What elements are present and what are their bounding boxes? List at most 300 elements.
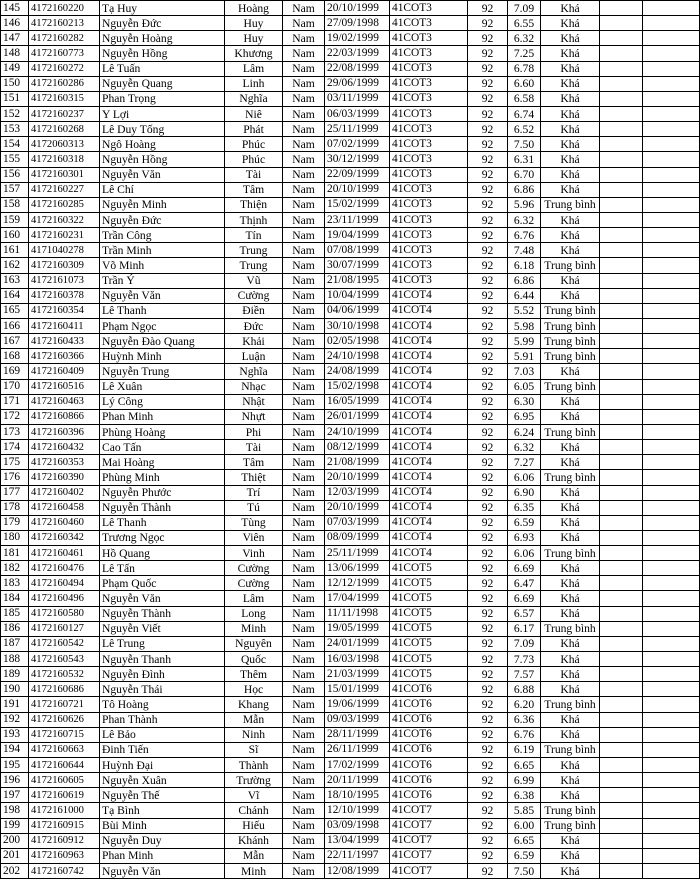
table-body [1, 1, 700, 879]
row-number-cell: 150 [1, 76, 29, 91]
credits-cell: 92 [468, 228, 508, 243]
class-code-cell: 41COT4 [390, 485, 468, 500]
empty-cell [600, 652, 643, 667]
empty-cell [643, 758, 700, 773]
empty-cell [643, 212, 700, 227]
row-number-cell: 193 [1, 727, 29, 742]
gender-cell: Nam [283, 833, 325, 848]
rank-cell: Trung bình [541, 197, 600, 212]
empty-cell [643, 455, 700, 470]
credits-cell: 92 [468, 409, 508, 424]
empty-cell [600, 500, 643, 515]
given-name-cell: Niê [225, 106, 283, 121]
credits-cell: 92 [468, 440, 508, 455]
row-number-cell: 174 [1, 440, 29, 455]
score-cell: 6.05 [508, 379, 541, 394]
table-row [1, 318, 700, 333]
row-number-cell: 186 [1, 621, 29, 636]
row-number-cell: 175 [1, 455, 29, 470]
birth-date-cell: 12/10/1999 [325, 803, 390, 818]
empty-cell [600, 197, 643, 212]
rank-cell: Khá [541, 16, 600, 31]
gender-cell: Nam [283, 212, 325, 227]
class-code-cell: 41COT3 [390, 258, 468, 273]
given-name-cell: Chánh [225, 803, 283, 818]
given-name-cell: Thịnh [225, 212, 283, 227]
table-row [1, 182, 700, 197]
given-name-cell: Cường [225, 288, 283, 303]
birth-date-cell: 16/03/1998 [325, 652, 390, 667]
given-name-cell: Khang [225, 697, 283, 712]
class-code-cell: 41COT4 [390, 394, 468, 409]
student-id-cell: 4172160342 [29, 530, 100, 545]
table-row [1, 61, 700, 76]
empty-cell [600, 546, 643, 561]
empty-cell [600, 379, 643, 394]
birth-date-cell: 24/08/1999 [325, 364, 390, 379]
table-row [1, 137, 700, 152]
gender-cell: Nam [283, 712, 325, 727]
empty-cell [600, 182, 643, 197]
birth-date-cell: 19/04/1999 [325, 228, 390, 243]
score-cell: 6.86 [508, 273, 541, 288]
credits-cell: 92 [468, 394, 508, 409]
row-number-cell: 149 [1, 61, 29, 76]
table-row [1, 758, 700, 773]
empty-cell [643, 273, 700, 288]
row-number-cell: 155 [1, 152, 29, 167]
credits-cell: 92 [468, 848, 508, 863]
empty-cell [643, 727, 700, 742]
empty-cell [643, 606, 700, 621]
row-number-cell: 187 [1, 636, 29, 651]
family-name-cell: Nguyễn Trung [100, 364, 225, 379]
row-number-cell: 185 [1, 606, 29, 621]
empty-cell [600, 243, 643, 258]
table-row [1, 16, 700, 31]
table-row [1, 379, 700, 394]
birth-date-cell: 19/02/1999 [325, 31, 390, 46]
row-number-cell: 197 [1, 788, 29, 803]
empty-cell [643, 424, 700, 439]
gender-cell: Nam [283, 46, 325, 61]
rank-cell: Khá [541, 864, 600, 879]
score-cell: 6.55 [508, 16, 541, 31]
student-id-cell: 4172160127 [29, 621, 100, 636]
student-id-cell: 4172160378 [29, 288, 100, 303]
gender-cell: Nam [283, 424, 325, 439]
gender-cell: Nam [283, 288, 325, 303]
given-name-cell: Sĩ [225, 742, 283, 757]
empty-cell [643, 167, 700, 182]
student-id-cell: 4172160286 [29, 76, 100, 91]
empty-cell [643, 182, 700, 197]
family-name-cell: Phùng Minh [100, 470, 225, 485]
student-id-cell: 4172160366 [29, 349, 100, 364]
student-id-cell: 4172160626 [29, 712, 100, 727]
credits-cell: 92 [468, 61, 508, 76]
gender-cell: Nam [283, 621, 325, 636]
family-name-cell: Hồ Quang [100, 546, 225, 561]
row-number-cell: 199 [1, 818, 29, 833]
class-code-cell: 41COT3 [390, 61, 468, 76]
gender-cell: Nam [283, 742, 325, 757]
score-cell: 6.69 [508, 561, 541, 576]
table-row [1, 788, 700, 803]
student-id-cell: 4172161000 [29, 803, 100, 818]
score-cell: 7.09 [508, 1, 541, 16]
gender-cell: Nam [283, 273, 325, 288]
family-name-cell: Phùng Hoàng [100, 424, 225, 439]
given-name-cell: Quốc [225, 652, 283, 667]
gender-cell: Nam [283, 561, 325, 576]
row-number-cell: 157 [1, 182, 29, 197]
empty-cell [643, 636, 700, 651]
empty-cell [643, 485, 700, 500]
given-name-cell: Tùng [225, 515, 283, 530]
given-name-cell: Tài [225, 167, 283, 182]
credits-cell: 92 [468, 667, 508, 682]
family-name-cell: Phan Trọng [100, 91, 225, 106]
given-name-cell: Đức [225, 318, 283, 333]
empty-cell [643, 409, 700, 424]
table-row [1, 515, 700, 530]
row-number-cell: 171 [1, 394, 29, 409]
birth-date-cell: 21/03/1999 [325, 667, 390, 682]
family-name-cell: Nguyễn Thành [100, 500, 225, 515]
credits-cell: 92 [468, 122, 508, 137]
given-name-cell: Điền [225, 303, 283, 318]
score-cell: 6.17 [508, 621, 541, 636]
rank-cell: Khá [541, 288, 600, 303]
empty-cell [600, 106, 643, 121]
class-code-cell: 41COT3 [390, 167, 468, 182]
score-cell: 7.25 [508, 46, 541, 61]
given-name-cell: Linh [225, 76, 283, 91]
class-code-cell: 41COT7 [390, 848, 468, 863]
rank-cell: Khá [541, 682, 600, 697]
family-name-cell: Nguyễn Thanh [100, 652, 225, 667]
row-number-cell: 168 [1, 349, 29, 364]
credits-cell: 92 [468, 16, 508, 31]
row-number-cell: 158 [1, 197, 29, 212]
table-row [1, 455, 700, 470]
credits-cell: 92 [468, 485, 508, 500]
birth-date-cell: 25/11/1999 [325, 122, 390, 137]
birth-date-cell: 17/02/1999 [325, 758, 390, 773]
given-name-cell: Tín [225, 228, 283, 243]
credits-cell: 92 [468, 742, 508, 757]
table-row [1, 818, 700, 833]
student-id-cell: 4171040278 [29, 243, 100, 258]
student-id-cell: 4172160742 [29, 864, 100, 879]
empty-cell [643, 243, 700, 258]
student-id-cell: 4172160309 [29, 258, 100, 273]
table-row [1, 212, 700, 227]
class-code-cell: 41COT4 [390, 546, 468, 561]
class-code-cell: 41COT5 [390, 652, 468, 667]
birth-date-cell: 29/06/1999 [325, 76, 390, 91]
student-id-cell: 4172160476 [29, 561, 100, 576]
class-code-cell: 41COT5 [390, 561, 468, 576]
table-row [1, 530, 700, 545]
family-name-cell: Lê Xuân [100, 379, 225, 394]
table-row [1, 76, 700, 91]
row-number-cell: 183 [1, 576, 29, 591]
credits-cell: 92 [468, 137, 508, 152]
class-code-cell: 41COT4 [390, 364, 468, 379]
student-id-cell: 4172160315 [29, 91, 100, 106]
empty-cell [600, 440, 643, 455]
family-name-cell: Nguyễn Đức [100, 212, 225, 227]
student-id-cell: 4172160644 [29, 758, 100, 773]
credits-cell: 92 [468, 1, 508, 16]
gender-cell: Nam [283, 682, 325, 697]
class-code-cell: 41COT4 [390, 318, 468, 333]
class-code-cell: 41COT5 [390, 591, 468, 606]
empty-cell [600, 803, 643, 818]
table-row [1, 712, 700, 727]
table-row [1, 167, 700, 182]
birth-date-cell: 26/11/1999 [325, 742, 390, 757]
gender-cell: Nam [283, 31, 325, 46]
score-cell: 6.65 [508, 758, 541, 773]
student-id-cell: 4172160458 [29, 500, 100, 515]
table-row [1, 833, 700, 848]
row-number-cell: 159 [1, 212, 29, 227]
empty-cell [600, 228, 643, 243]
rank-cell: Trung bình [541, 258, 600, 273]
empty-cell [600, 758, 643, 773]
empty-cell [643, 318, 700, 333]
student-id-cell: 4172160213 [29, 16, 100, 31]
birth-date-cell: 16/05/1999 [325, 394, 390, 409]
credits-cell: 92 [468, 788, 508, 803]
class-code-cell: 41COT6 [390, 788, 468, 803]
given-name-cell: Vinh [225, 546, 283, 561]
rank-cell: Khá [541, 91, 600, 106]
row-number-cell: 160 [1, 228, 29, 243]
class-code-cell: 41COT3 [390, 46, 468, 61]
table-row [1, 848, 700, 863]
class-code-cell: 41COT3 [390, 16, 468, 31]
row-number-cell: 182 [1, 561, 29, 576]
family-name-cell: Nguyễn Xuân [100, 773, 225, 788]
class-code-cell: 41COT3 [390, 212, 468, 227]
credits-cell: 92 [468, 621, 508, 636]
gender-cell: Nam [283, 606, 325, 621]
rank-cell: Khá [541, 500, 600, 515]
table-row [1, 682, 700, 697]
empty-cell [600, 455, 643, 470]
credits-cell: 92 [468, 334, 508, 349]
gender-cell: Nam [283, 318, 325, 333]
birth-date-cell: 27/09/1998 [325, 16, 390, 31]
empty-cell [600, 303, 643, 318]
given-name-cell: Nghĩa [225, 91, 283, 106]
birth-date-cell: 11/11/1998 [325, 606, 390, 621]
birth-date-cell: 20/10/1999 [325, 470, 390, 485]
gender-cell: Nam [283, 379, 325, 394]
family-name-cell: Đinh Tiến [100, 742, 225, 757]
empty-cell [600, 273, 643, 288]
student-id-cell: 4172160402 [29, 485, 100, 500]
empty-cell [643, 561, 700, 576]
student-id-cell: 4172160301 [29, 167, 100, 182]
rank-cell: Khá [541, 833, 600, 848]
class-code-cell: 41COT3 [390, 31, 468, 46]
given-name-cell: Nguyên [225, 636, 283, 651]
student-id-cell: 4172160494 [29, 576, 100, 591]
given-name-cell: Vĩ [225, 788, 283, 803]
gender-cell: Nam [283, 76, 325, 91]
row-number-cell: 169 [1, 364, 29, 379]
gender-cell: Nam [283, 864, 325, 879]
score-cell: 6.88 [508, 682, 541, 697]
family-name-cell: Trần Ý [100, 273, 225, 288]
empty-cell [600, 46, 643, 61]
given-name-cell: Hiếu [225, 818, 283, 833]
score-cell: 6.65 [508, 833, 541, 848]
credits-cell: 92 [468, 455, 508, 470]
row-number-cell: 156 [1, 167, 29, 182]
family-name-cell: Nguyễn Văn [100, 288, 225, 303]
empty-cell [643, 1, 700, 16]
student-id-cell: 4172160460 [29, 515, 100, 530]
birth-date-cell: 15/02/1999 [325, 197, 390, 212]
credits-cell: 92 [468, 303, 508, 318]
empty-cell [600, 742, 643, 757]
family-name-cell: Lê Thanh [100, 303, 225, 318]
gender-cell: Nam [283, 303, 325, 318]
class-code-cell: 41COT3 [390, 76, 468, 91]
family-name-cell: Lê Bảo [100, 727, 225, 742]
score-cell: 6.70 [508, 167, 541, 182]
gender-cell: Nam [283, 470, 325, 485]
rank-cell: Khá [541, 667, 600, 682]
class-code-cell: 41COT6 [390, 773, 468, 788]
empty-cell [643, 621, 700, 636]
gender-cell: Nam [283, 818, 325, 833]
class-code-cell: 41COT4 [390, 500, 468, 515]
student-id-cell: 4172160231 [29, 228, 100, 243]
empty-cell [643, 576, 700, 591]
rank-cell: Trung bình [541, 470, 600, 485]
student-id-cell: 4172160411 [29, 318, 100, 333]
row-number-cell: 172 [1, 409, 29, 424]
score-cell: 7.50 [508, 864, 541, 879]
gender-cell: Nam [283, 243, 325, 258]
row-number-cell: 147 [1, 31, 29, 46]
credits-cell: 92 [468, 152, 508, 167]
family-name-cell: Y Lợi [100, 106, 225, 121]
empty-cell [643, 530, 700, 545]
row-number-cell: 167 [1, 334, 29, 349]
empty-cell [600, 470, 643, 485]
given-name-cell: Huy [225, 31, 283, 46]
table-row [1, 273, 700, 288]
class-code-cell: 41COT4 [390, 515, 468, 530]
class-code-cell: 41COT3 [390, 91, 468, 106]
family-name-cell: Nguyễn Viết [100, 621, 225, 636]
credits-cell: 92 [468, 349, 508, 364]
student-id-cell: 4172160721 [29, 697, 100, 712]
empty-cell [600, 788, 643, 803]
rank-cell: Khá [541, 76, 600, 91]
empty-cell [600, 530, 643, 545]
birth-date-cell: 15/02/1998 [325, 379, 390, 394]
family-name-cell: Nguyễn Minh [100, 197, 225, 212]
rank-cell: Khá [541, 61, 600, 76]
class-code-cell: 41COT4 [390, 424, 468, 439]
empty-cell [600, 621, 643, 636]
birth-date-cell: 20/11/1999 [325, 773, 390, 788]
score-cell: 6.60 [508, 76, 541, 91]
birth-date-cell: 21/08/1999 [325, 455, 390, 470]
gender-cell: Nam [283, 91, 325, 106]
student-id-cell: 4172160237 [29, 106, 100, 121]
student-id-cell: 4172160433 [29, 334, 100, 349]
rank-cell: Khá [541, 848, 600, 863]
rank-cell: Khá [541, 182, 600, 197]
credits-cell: 92 [468, 91, 508, 106]
birth-date-cell: 19/06/1999 [325, 697, 390, 712]
empty-cell [643, 440, 700, 455]
class-code-cell: 41COT6 [390, 727, 468, 742]
table-row [1, 228, 700, 243]
gender-cell: Nam [283, 530, 325, 545]
rank-cell: Khá [541, 788, 600, 803]
row-number-cell: 176 [1, 470, 29, 485]
given-name-cell: Trung [225, 258, 283, 273]
table-row [1, 727, 700, 742]
rank-cell: Khá [541, 773, 600, 788]
family-name-cell: Nguyễn Duy [100, 833, 225, 848]
given-name-cell: Ninh [225, 727, 283, 742]
row-number-cell: 177 [1, 485, 29, 500]
empty-cell [643, 833, 700, 848]
score-cell: 6.00 [508, 818, 541, 833]
empty-cell [600, 16, 643, 31]
birth-date-cell: 22/09/1999 [325, 167, 390, 182]
score-cell: 6.74 [508, 106, 541, 121]
student-id-cell: 4172160463 [29, 394, 100, 409]
row-number-cell: 161 [1, 243, 29, 258]
gender-cell: Nam [283, 364, 325, 379]
gender-cell: Nam [283, 697, 325, 712]
class-code-cell: 41COT6 [390, 758, 468, 773]
class-code-cell: 41COT6 [390, 712, 468, 727]
student-id-cell: 4172160516 [29, 379, 100, 394]
given-name-cell: Trí [225, 485, 283, 500]
row-number-cell: 191 [1, 697, 29, 712]
rank-cell: Khá [541, 106, 600, 121]
class-code-cell: 41COT6 [390, 742, 468, 757]
given-name-cell: Khương [225, 46, 283, 61]
class-code-cell: 41COT5 [390, 576, 468, 591]
empty-cell [643, 137, 700, 152]
given-name-cell: Mẫn [225, 712, 283, 727]
rank-cell: Khá [541, 591, 600, 606]
row-number-cell: 181 [1, 546, 29, 561]
birth-date-cell: 13/04/1999 [325, 833, 390, 848]
student-id-cell: 4172160268 [29, 122, 100, 137]
family-name-cell: Trần Công [100, 228, 225, 243]
credits-cell: 92 [468, 31, 508, 46]
rank-cell: Khá [541, 606, 600, 621]
score-cell: 6.38 [508, 788, 541, 803]
row-number-cell: 200 [1, 833, 29, 848]
